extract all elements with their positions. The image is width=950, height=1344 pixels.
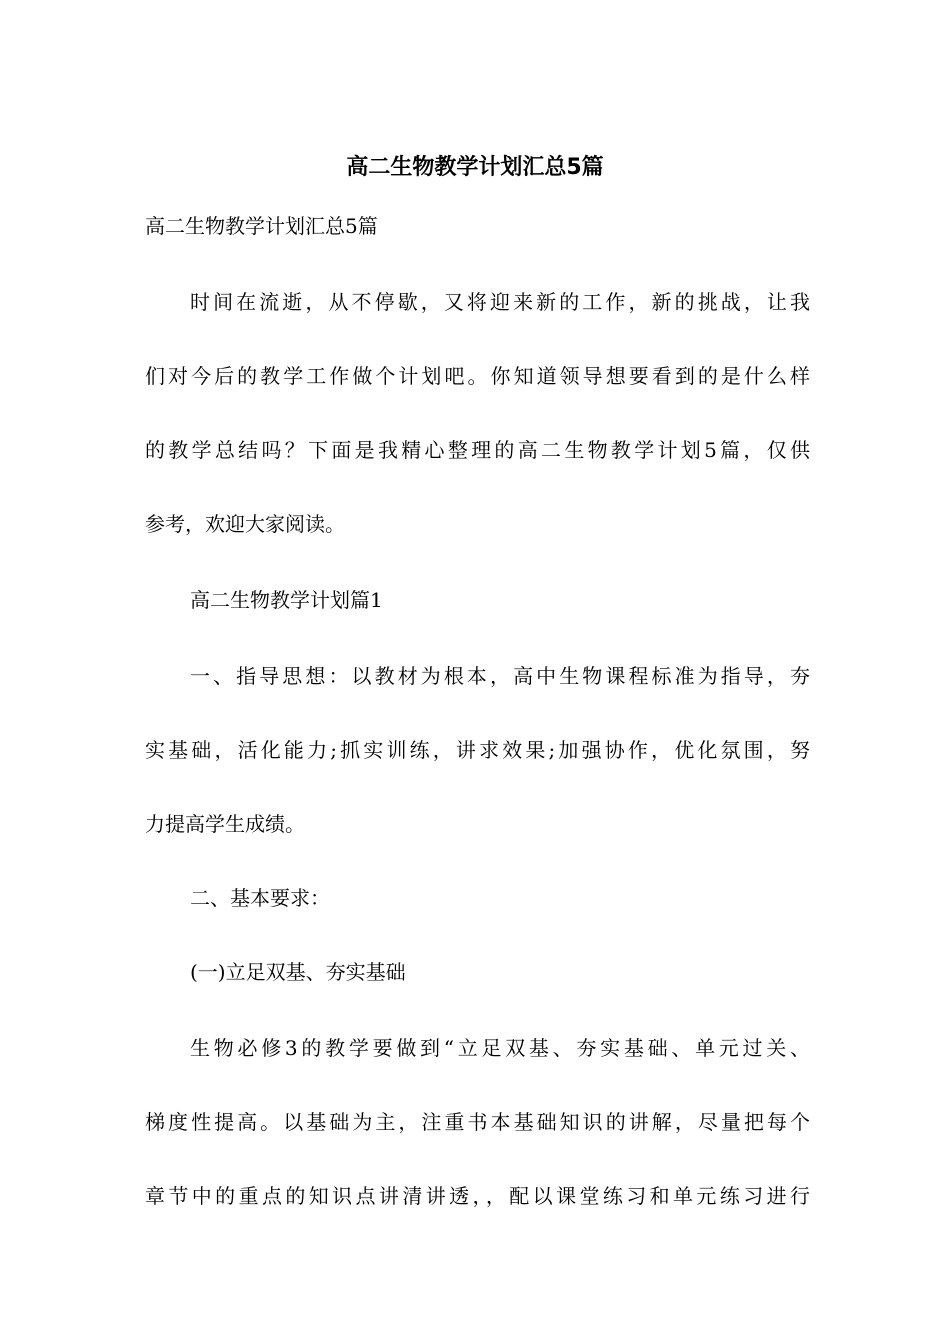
intro-line: 们对今后的教学工作做个计划吧。你知道领导想要看到的是什么样	[145, 364, 810, 388]
body-line: 梯度性提高。以基础为主，注重书本基础知识的讲解，尽量把每个	[145, 1110, 810, 1134]
sub-heading: (一)立足双基、夯实基础	[190, 960, 406, 984]
guideline-line: 一、指导思想：以教材为根本，高中生物课程标准为指导，夯	[190, 664, 810, 688]
requirements-heading: 二、基本要求：	[190, 886, 330, 910]
guideline-line: 实基础，活化能力;抓实训练，讲求效果;加强协作，优化氛围，努	[145, 738, 810, 762]
body-line: 章节中的重点的知识点讲清讲透，，配以课堂练习和单元练习进行	[145, 1184, 810, 1208]
intro-line: 的教学总结吗？下面是我精心整理的高二生物教学计划5篇，仅供	[145, 438, 810, 462]
intro-line: 时间在流逝，从不停歇，又将迎来新的工作，新的挑战，让我	[190, 290, 810, 314]
body-line: 生物必修3的教学要做到“立足双基、夯实基础、单元过关、	[190, 1036, 810, 1060]
intro-line: 参考，欢迎大家阅读。	[145, 512, 345, 536]
guideline-line: 力提高学生成绩。	[145, 812, 305, 836]
document-title: 高二生物教学计划汇总5篇	[346, 155, 604, 180]
section-heading: 高二生物教学计划篇1	[190, 588, 383, 612]
document-subtitle: 高二生物教学计划汇总5篇	[145, 214, 378, 238]
